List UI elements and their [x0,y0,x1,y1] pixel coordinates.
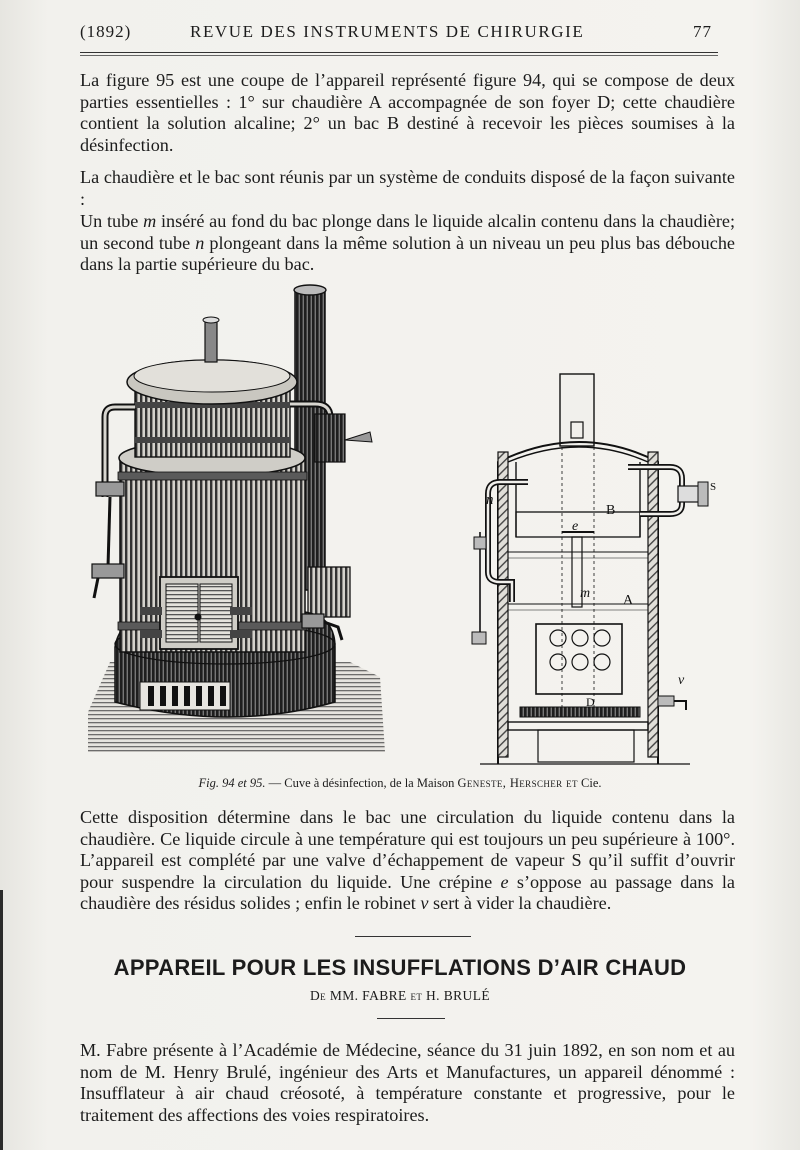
text-run: Cette disposition détermine dans le bac une circulation du liquide contenu dans la chaudière. Ce liquide circule à une température qui est toujours un peu supérieure à 100°. L’appareil est complété par une valve d’échappement de vapeur S qu’il suffit d’ouvrir pour suspendre la circulation du liquide. Une crépine [80,807,735,892]
paragraph-5: M. Fabre présente à l’Académie de Médecine, séance du 31 juin 1892, en son nom et au nom de M. Henry Brulé, ingénieur des Arts et Manufactures, un appareil dénommé : Insufflateur à air chaud créosoté, à température constante et progressive, pour le traitement des affections des voies respiratoires. [80,1040,735,1125]
label-e: e [572,519,579,534]
text-run: Un tube [80,211,144,231]
paragraph-2: La chaudière et le bac sont réunis par un système de conduits disposé de la façon suivante : [80,167,735,209]
page-number: 77 [693,22,712,41]
boiler-engraving [88,285,385,752]
running-header [80,22,720,46]
caption-cie: Cie. [577,776,602,790]
journal-title: REVUE DES INSTRUMENTS DE CHIRURGIE [190,22,585,41]
header-year: (1892) [80,22,132,41]
text-run: sert à vider la chaudière. [428,893,612,914]
label-v: v [678,673,685,688]
section-divider [355,936,471,937]
label-n: n [486,492,494,508]
caption-makers: Geneste, Herscher et [457,776,578,790]
crepine-e-ref: e [500,871,509,892]
paragraph-4 [80,807,735,915]
label-S: S [710,481,717,493]
text-run: plongeant dans la même solution à un niveau un peu plus bas débouche dans la partie supérieure du bac. [80,232,735,275]
header-rule-thin [80,55,718,56]
label-m: m [580,586,591,601]
figure-caption [80,776,720,791]
section-authors: De MM. FABRE et H. BRULÉ [310,988,490,1003]
figure-94-95 [80,282,720,782]
text-run: inséré au fond du bac plonge dans le liquide alcalin contenu dans la chaudière; un second tube [80,211,735,253]
text-run: s’oppose au passage dans la chaudière des résidus solides ; enfin le robinet [80,871,735,914]
tube-n-ref: n [195,232,205,253]
header-rule [80,52,718,53]
paragraph-3 [80,211,735,276]
label-A: A [623,593,634,608]
tube-m-ref: m [143,211,157,231]
paragraph-1: La figure 95 est une coupe de l’appareil représenté figure 94, qui se compose de deux parties essentielles : 1° sur chaudière A accompagnée de son foyer D; cette chaudière contient la solution alcaline; 2° un bac B destiné à recevoir les pièces soumises à la désinfection. [80,70,735,155]
caption-text: — Cuve à désinfection, de la Maison [265,776,458,790]
label-B: B [606,503,616,518]
section-title: APPAREIL POUR LES INSUFFLATIONS D’AIR CHAUD [113,955,687,980]
binding-edge [0,890,3,1150]
label-D: D [586,695,595,709]
section-divider-small [377,1018,445,1019]
robinet-v-ref: v [420,893,429,914]
caption-figure-ref: Fig. 94 et 95. [198,776,266,790]
